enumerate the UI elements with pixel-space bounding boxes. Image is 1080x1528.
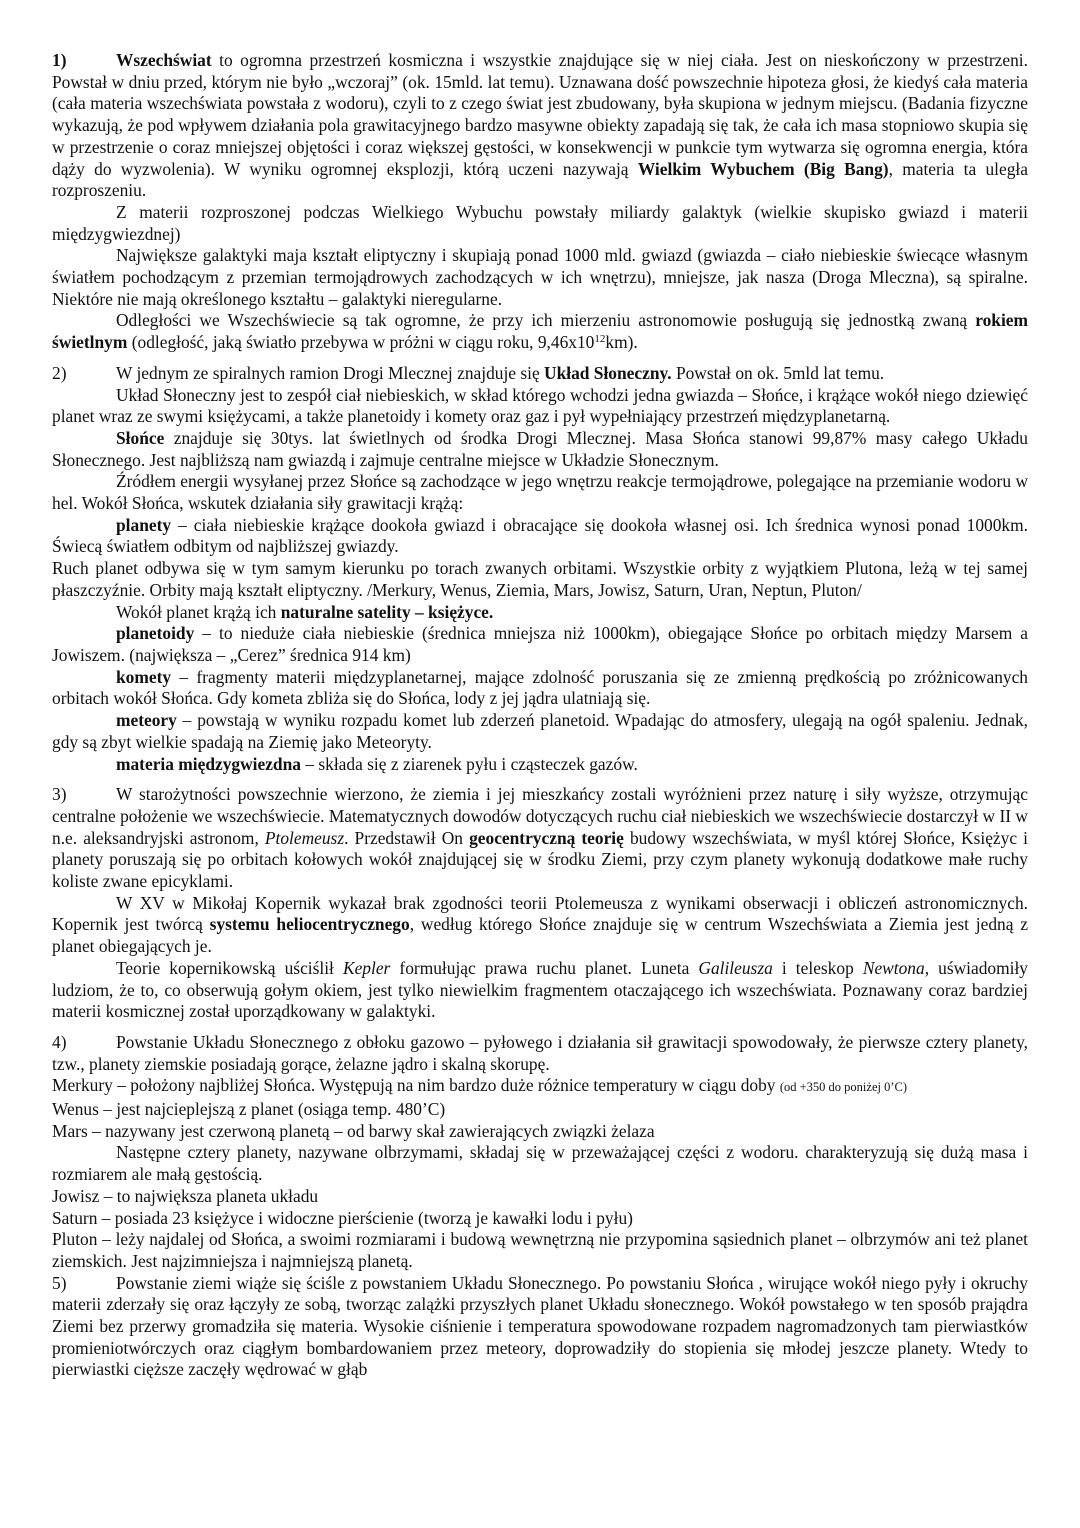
- text: formułując prawa ruchu planet. Luneta: [390, 957, 699, 978]
- small-note: (od +350 do poniżej 0’C): [779, 1080, 908, 1095]
- text: znajduje się 30tys. lat świetlnych od środka Drogi Mlecznej. Masa Słońca stanowi 99,87% masy całego Układu Słonecznego. Jest najbliższą nam gwiazdą i zajmuje centralne miejsce w Układzie Słonecznym.: [52, 427, 1028, 470]
- text: Teorie kopernikowską uściślił: [116, 957, 343, 978]
- paragraph: Pluton – leży najdalej od Słońca, a swoimi rozmiarami i budową wewnętrzną nie przypomina sąsiednich planet – olbrzymów ani też planet ziemskich. Jest najzimniejsza i najmniejszą planetą.: [52, 1229, 1028, 1271]
- bold-term: planetoidy: [116, 623, 195, 644]
- section-3: [52, 784, 1028, 1023]
- section-number: 3): [52, 784, 67, 805]
- bold-term: geocentryczną teorię: [469, 827, 624, 848]
- bold-term: meteory: [116, 710, 177, 731]
- section-5: [52, 1273, 1028, 1382]
- text: Odległości we Wszechświecie są tak ogromne, że przy ich mierzeniu astronomowie posługują się jednostką zwaną: [116, 310, 976, 331]
- paragraph: Mars – nazywany jest czerwoną planetą – od barwy skał zawierających związki żelaza: [52, 1120, 655, 1141]
- bold-term: Układ Słoneczny.: [544, 362, 672, 383]
- italic-term: Kepler: [342, 957, 391, 978]
- paragraph: [52, 1273, 1028, 1382]
- text: Powstał on ok. 5mld lat temu.: [671, 362, 885, 383]
- paragraph: Z materii rozproszonej podczas Wielkiego Wybuchu powstały miliardy galaktyk (wielkie skupisko gwiazd i materii międzygwiezdnej): [52, 201, 1028, 244]
- section-4: [52, 1032, 1028, 1273]
- bold-term: planety: [116, 514, 172, 535]
- text: Merkury – położony najbliżej Słońca. Występują na nim bardzo duże różnice temperatury w ciągu doby: [52, 1075, 780, 1096]
- paragraph: [52, 428, 1028, 471]
- paragraph: [52, 602, 1028, 624]
- text: W starożytności powszechnie wierzono, że ziemia i jej mieszkańcy zostali wyróżnieni przez naturę i siły wyższe, otrzymując centralne położenie we wszechświecie. Matematycznych dowodów dotyczących ruchu ciał niebieskich we wszechświecie dostarczył w II w n.e. aleksandryjski astronom,: [52, 784, 1028, 848]
- bold-term: Słońce: [116, 427, 165, 448]
- paragraph: [52, 1075, 1028, 1099]
- section-number: 2): [52, 362, 67, 383]
- text: Wokół planet krążą ich: [116, 601, 281, 622]
- text: W jednym ze spiralnych ramion Drogi Mlecznej znajduje się: [116, 362, 545, 383]
- text: W XV w Mikołaj Kopernik wykazał brak zgodności teorii Ptolemeusza z wynikami obserwacji i obliczeń astronomicznych. Kopernik jest twórcą: [52, 892, 1028, 935]
- italic-term: Galileusza: [698, 957, 773, 978]
- text: Powstanie Układu Słonecznego z obłoku gazowo – pyłowego i działania sił grawitacji spowodowały, że pierwsze cztery planety, tzw., planety ziemskie posiadają gorące, żelazne jądro i skalną skorupę.: [52, 1031, 1028, 1074]
- section-1: [52, 50, 1028, 354]
- paragraph: [52, 667, 1028, 710]
- paragraph: Źródłem energii wysyłanej przez Słońce są zachodzące w jego wnętrzu reakcje termojądrowe, polegające na przemianie wodoru w hel. Wokół Słońca, wskutek działania siły grawitacji krążą:: [52, 471, 1028, 514]
- paragraph: Saturn – posiada 23 księżyce i widoczne pierścienie (tworzą je kawałki lodu i pyłu): [52, 1207, 633, 1228]
- text: , materia ta uległa rozproszeniu.: [52, 158, 1028, 201]
- text: uświadomiły ludziom, że to, co obserwują gołym okiem, jest tylko niewielkim fragmentem otaczającego ich wszechświata. Poznawany coraz bardziej materii kosmicznej został uporządkowany w galaktyki.: [52, 957, 1028, 1022]
- text: – składa się z ziarenek pyłu i cząsteczek gazów.: [300, 753, 638, 774]
- paragraph: [52, 50, 1028, 202]
- bold-term: rokiem świetlnym: [52, 310, 1028, 353]
- text: i teleskop: [772, 957, 863, 978]
- paragraph: [52, 710, 1028, 753]
- paragraph: Największe galaktyki maja kształt eliptyczny i skupiają ponad 1000 mld. gwiazd (gwiazda – ciało niebieskie świecące własnym światłem pochodzącym z przemian termojądrowych zachodzących w ich wnętrzu), mniejsze, jak nasza (Droga Mleczna), są spiralne. Niektóre nie mają określonego kształtu – galaktyki nieregularne.: [52, 245, 1028, 309]
- section-2: [52, 363, 1028, 775]
- text: budowy wszechświata, w myśl której Słońce, Księżyc i planety poruszają się po orbitach kołowych wokół znajdującej się w środku Ziemi, przy czym planety wykonują dodatkowe małe ruchy koliste zwane epicyklami.: [52, 827, 1028, 892]
- text: – powstają w wyniku rozpadu komet lub zderzeń planetoid. Wpadając do atmosfery, ulegają na ogół spaleniu. Jednak, gdy są zbyt wielkie spadają na Ziemię jako Meteoryty.: [52, 710, 1028, 752]
- paragraph: [52, 1032, 1028, 1075]
- paragraph: [52, 784, 1028, 893]
- paragraph: [52, 310, 1028, 353]
- text: (odległość, jaką światło przebywa w próżni w ciągu roku, 9,46x10: [127, 332, 595, 353]
- text: – fragmenty materii międzyplanetarnej, mające zdolność poruszania się ze zmienną prędkością po zróżnicowanych orbitach wokół Słońca. Gdy kometa zbliża się do Słońca, lody z jej jądra ulatniają się.: [52, 666, 1028, 709]
- bold-term: Wielkim Wybuchem (Big Bang): [637, 158, 889, 179]
- paragraph: [52, 754, 1028, 776]
- paragraph: Układ Słoneczny jest to zespół ciał niebieskich, w skład którego wchodzi jedna gwiazda – Słońce, i krążące wokół niego dziewięć planet wraz ze swymi księżycami, a także planetoidy i komety oraz gaz i pył wypełniający przestrzeń międzyplanetarną.: [52, 384, 1028, 427]
- text: . Przedstawił On: [344, 827, 470, 848]
- paragraph: Ruch planet odbywa się w tym samym kierunku po torach zwanych orbitami. Wszystkie orbity z wyjątkiem Plutona, leżą w tej samej płaszczyźnie. Orbity mają kształt eliptyczny. /Merkury, Wenus, Ziemia, Mars, Jowisz, Saturn, Uran, Neptun, Pluton/: [52, 558, 1028, 600]
- bold-term: systemu heliocentrycznego: [209, 914, 410, 935]
- section-number: 5): [52, 1272, 67, 1293]
- text: Powstanie ziemi wiąże się ściśle z powstaniem Układu Słonecznego. Po powstaniu Słońca , wirujące wokół niego pyły i okruchy materii zderzały się oraz łączyły ze sobą, tworząc zalążki przyszłych planet Układu słonecznego. Wokół powstałego w ten sposób prajądra Ziemi bez przerwy gromadziła się materia. Wysokie ciśnienie i temperatura spowodowane rozpadem nagromadzonych tam pierwiastków promieniotwórczych oraz ciągłym bombardowaniem przez meteory, doprowadziły do stopienia się młodej jeszcze planety. Wtedy to pierwiastki cięższe zaczęły wędrować w głąb: [52, 1272, 1028, 1380]
- document-page: [52, 50, 1028, 1381]
- paragraph: [52, 363, 1028, 385]
- text: to ogromna przestrzeń kosmiczna i wszystkie znajdujące się w niej ciała. Jest on nieskończony w przestrzeni. Powstał w dniu przed, którym nie było „wczoraj” (ok. 15mld. lat temu). Uznawana dość powszechnie hipoteza głosi, że kiedyś cała materia (cała materia wszechświata powstała z wodoru), czyli to z czego świat jest zbudowany, była skupiona w jednym miejscu. (Badania fizyczne wykazują, że pod wpływem działania pola grawitacyjnego bardzo masywne obiekty zapadają się tak, że cała ich masa stopniowo skupia się w przestrzenie o coraz mniejszej objętości i coraz większej gęstości, w konsekwencji w punkcie tym wytwarza się ogromna energia, która dąży do wyzwolenia). W wyniku ogromnej eksplozji, którą uczeni nazywają: [52, 50, 1028, 179]
- text: , według którego Słońce znajduje się w centrum Wszechświata a Ziemia jest jedną z planet obiegających je.: [52, 914, 1028, 957]
- paragraph: Wenus – jest najcieplejszą z planet (osiąga temp. 480’C): [52, 1099, 446, 1120]
- bold-term: komety: [116, 666, 172, 687]
- italic-term: Newtona,: [862, 957, 930, 978]
- text: – ciała niebieskie krążące dookoła gwiazd i obracające się dookoła własnej osi. Ich średnica wynosi ponad 1000km. Świecą światłem odbitym od najbliższej gwiazdy.: [52, 514, 1028, 557]
- paragraph: Jowisz – to największa planeta układu: [52, 1185, 319, 1206]
- bold-term: materia międzygwiezdna: [116, 753, 301, 774]
- paragraph: [52, 623, 1028, 666]
- section-number: 1): [52, 50, 67, 70]
- paragraph: [52, 958, 1028, 1023]
- text: – to nieduże ciała niebieskie (średnica mniejsza niż 1000km), obiegające Słońce po orbitach między Marsem a Jowiszem. (największa – „Cerez” średnica 914 km): [52, 623, 1028, 665]
- text: km).: [605, 332, 638, 353]
- paragraph: [52, 515, 1028, 558]
- paragraph: Następne cztery planety, nazywane olbrzymami, składaj się w przeważającej części z wodoru. charakteryzują się dużą masa i rozmiarem ale małą gęstością.: [52, 1142, 1028, 1185]
- paragraph: [52, 893, 1028, 958]
- bold-term: naturalne satelity – księżyce.: [280, 601, 494, 622]
- section-number: 4): [52, 1031, 67, 1052]
- italic-term: Ptolemeusz: [264, 827, 345, 848]
- bold-term: Wszechświat: [116, 50, 212, 70]
- superscript: 12: [594, 333, 606, 346]
